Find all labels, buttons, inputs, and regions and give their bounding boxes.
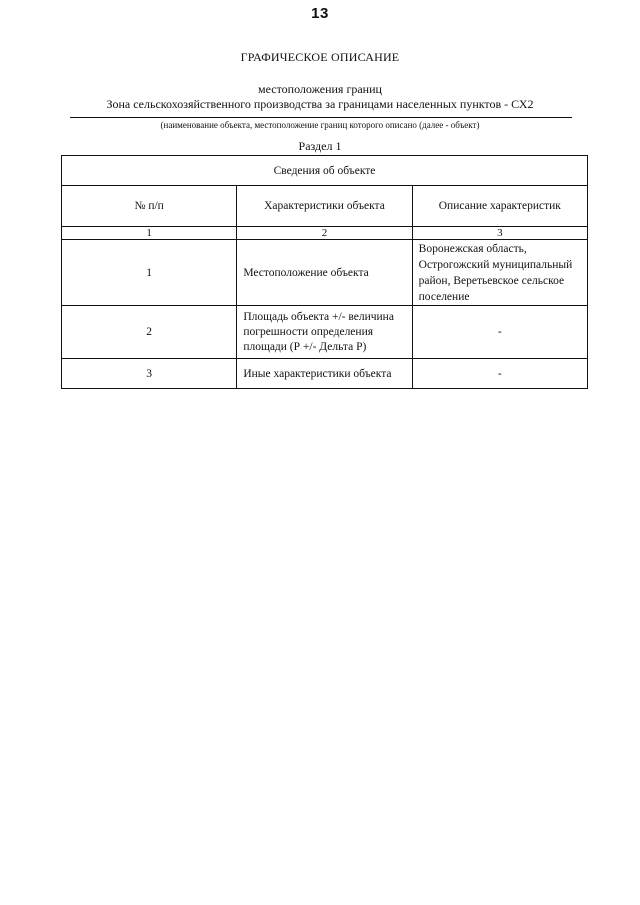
- row-num: 2: [62, 306, 237, 359]
- column-header-description: Описание характеристик: [412, 186, 587, 227]
- row-characteristic: Местоположение объекта: [237, 240, 412, 306]
- section-label: Раздел 1: [298, 139, 342, 153]
- subtitle-line-2: Зона сельскохозяйственного производства за границами населенных пунктов - СХ2: [106, 97, 534, 111]
- table-header: Сведения об объекте: [62, 156, 588, 186]
- object-info-table: [61, 155, 588, 389]
- row-characteristic: Иные характеристики объекта: [237, 359, 412, 389]
- row-characteristic: Площадь объекта +/- величина погрешности определения площади (Р +/- Дельта Р): [237, 306, 412, 359]
- table-column-headers: [62, 186, 588, 227]
- column-header-characteristics: Характеристики объекта: [237, 186, 412, 227]
- row-description: Воронежская область, Острогожский муниципальный район, Веретьевское сельское поселение: [412, 240, 587, 306]
- object-name-caption: (наименование объекта, местоположение границ которого описано (далее - объект): [160, 120, 480, 130]
- column-index-3: 3: [412, 227, 587, 240]
- document-subtitle: [0, 82, 640, 112]
- row-description: -: [412, 359, 587, 389]
- object-name-underline: [70, 117, 572, 118]
- document-title: ГРАФИЧЕСКОЕ ОПИСАНИЕ: [240, 50, 400, 64]
- table-row: [62, 240, 588, 306]
- column-header-num: № п/п: [62, 186, 237, 227]
- row-description: -: [412, 306, 587, 359]
- row-num: 1: [62, 240, 237, 306]
- row-num: 3: [62, 359, 237, 389]
- page-number: 13: [311, 5, 329, 22]
- table-row: [62, 306, 588, 359]
- subtitle-line-1: местоположения границ: [258, 82, 382, 96]
- column-index-2: 2: [237, 227, 412, 240]
- table-row: [62, 359, 588, 389]
- table-header-row: [62, 156, 588, 186]
- table-column-index-row: [62, 227, 588, 240]
- column-index-1: 1: [62, 227, 237, 240]
